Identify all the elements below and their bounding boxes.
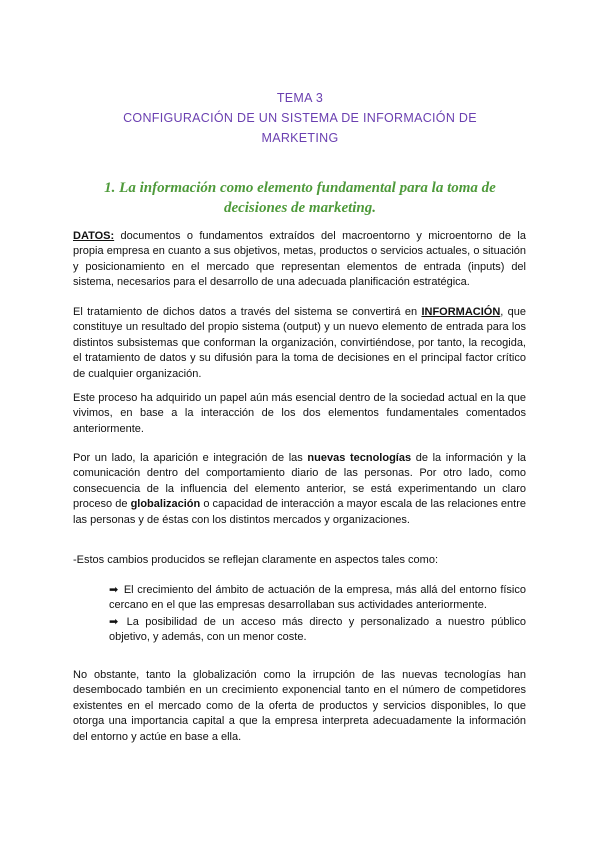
- paragraph-datos-text: documentos o fundamentos extraídos del macroentorno y microentorno de la propia empresa en cuanto a sus objetivos, metas, productos o servicios actuales, o situación y posicionamiento en el mercado que representan elementos de entrada (inputs) del sistema, necesarios para el desarrollo de una adecuada planificación estratégica.: [73, 230, 526, 289]
- term-informacion: INFORMACIÓN: [421, 306, 501, 318]
- paragraph-informacion-before: El tratamiento de dichos datos a través del sistema se convertirá en: [73, 306, 422, 318]
- paragraph-tecnologias: [73, 451, 526, 528]
- paragraph-datos: [73, 229, 526, 291]
- title-line-3: MARKETING: [261, 131, 339, 145]
- list-item-text: El crecimiento del ámbito de actuación de la empresa, más allá del entorno físico cercano en el que las empresas desarrollaban sus actividades anteriormente.: [109, 584, 526, 612]
- list-item-text: La posibilidad de un acceso más directo y personalizado a nuestro público objetivo, y además, con un menor coste.: [109, 615, 526, 644]
- bullet-list: [109, 582, 526, 646]
- list-item: [109, 614, 526, 646]
- term-datos: DATOS:: [73, 230, 115, 242]
- arrow-right-icon: ➡: [109, 614, 119, 628]
- paragraph-tecnologias-part1: Por un lado, la aparición e integración de las: [73, 452, 308, 464]
- title-line-1: TEMA 3: [276, 91, 324, 105]
- paragraph-proceso: Este proceso ha adquirido un papel aún más esencial dentro de la sociedad actual en la que vivimos, en base a la interacción de los dos elementos fundamentales comentados anteriormente.: [73, 392, 526, 435]
- paragraph-tecnologias-part3: o capacidad de interacción a mayor escala de las relaciones entre las personas y de éstas con los distintos mercados y organizaciones.: [73, 498, 526, 526]
- arrow-right-icon: ➡: [109, 583, 119, 596]
- paragraph-informacion-after: , que constituye un resultado del propio sistema (output) y un nuevo elemento de entrada para los distintos subsistemas que conforman la organización, convirtiéndose, por tanto, la recogida, el tratamiento de datos y su difusión para la toma de decisiones en el principal factor crítico de cualquier organización.: [73, 306, 526, 380]
- paragraph-tecnologias-part2: de la información y la comunicación dentro del comportamiento diario de las personas. Por otro lado, como consecuencia de la influencia del elemento anterior, se está experimentando un claro proceso de: [73, 452, 527, 511]
- paragraph-cambios: -Estos cambios producidos se reflejan claramente en aspectos tales como:: [73, 554, 439, 566]
- document-title: [60, 88, 540, 148]
- paragraph-conclusion: No obstante, tanto la globalización como la irrupción de las nuevas tecnologías han desembocado también en un crecimiento exponencial tanto en el número de competidores existentes en el mercado como de la oferta de productos y servicios disponibles, lo que otorga una importancia capital a que la empresa interpreta adecuadamente la información del entorno y actúe en base a ella.: [73, 669, 526, 743]
- term-globalizacion: globalización: [130, 498, 201, 511]
- section-heading: 1. La información como elemento fundamental para la toma de decisiones de marketing.: [104, 180, 496, 216]
- paragraph-informacion: [73, 305, 526, 382]
- term-nuevas-tecnologias: nuevas tecnologías: [307, 452, 412, 464]
- list-item: [109, 582, 526, 614]
- title-line-2: CONFIGURACIÓN DE UN SISTEMA DE INFORMACIÓN DE: [123, 111, 477, 125]
